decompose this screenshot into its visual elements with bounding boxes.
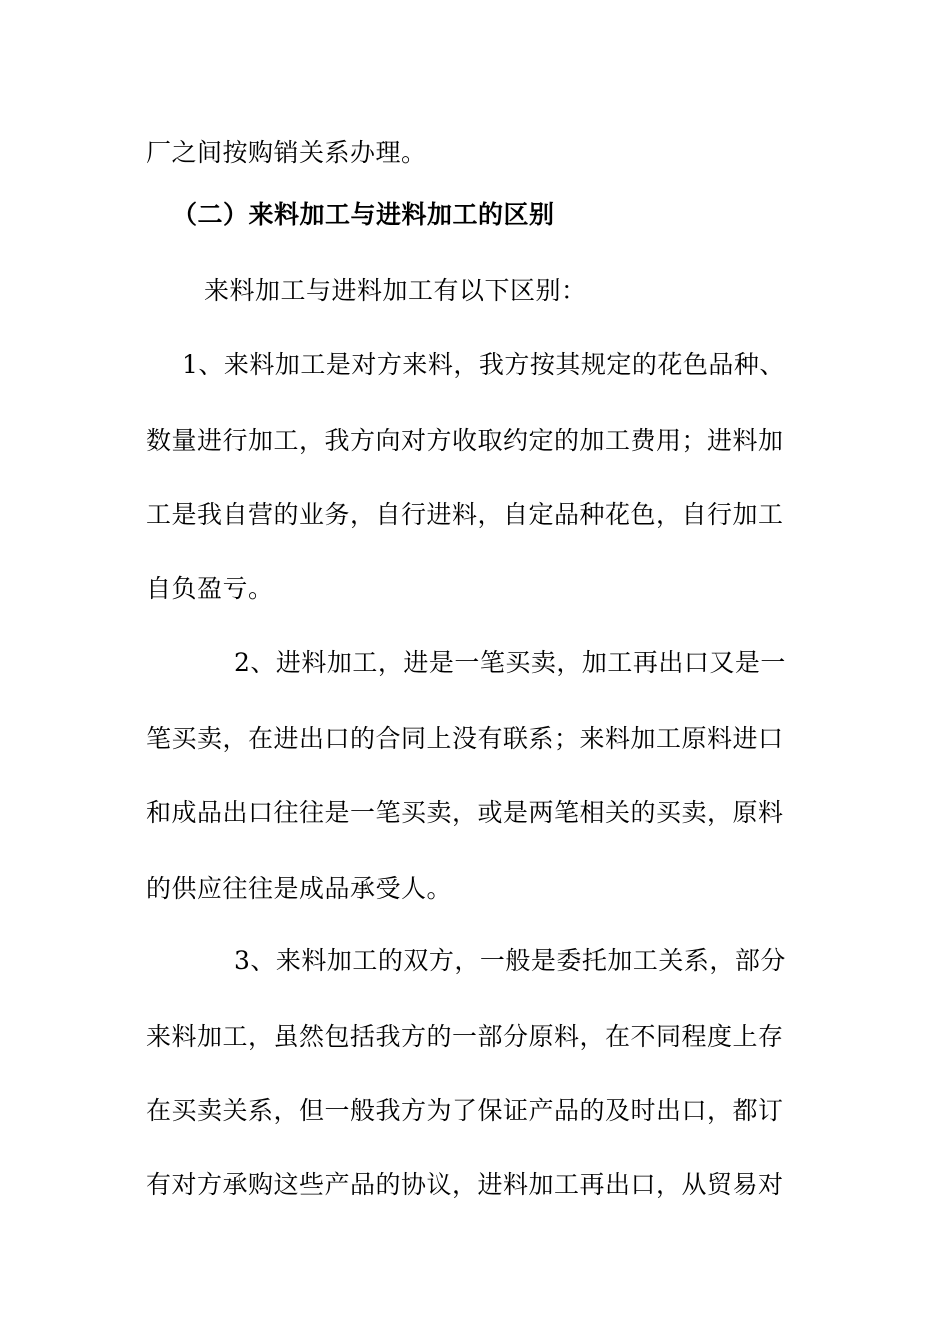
paragraph-line: 来料加工与进料加工有以下区别： [204,276,587,305]
paragraph-line: 笔买卖，在进出口的合同上没有联系；来料加工原料进口 [146,724,784,753]
list-item-2-line: 2、进料加工，进是一笔买卖，加工再出口又是一 [234,648,786,677]
paragraph-line: 在买卖关系，但一般我方为了保证产品的及时出口，都订 [146,1096,784,1125]
paragraph-line: 和成品出口往往是一笔买卖，或是两笔相关的买卖，原料 [146,798,784,827]
paragraph-line: 的供应往往是成品承受人。 [146,874,453,903]
section-heading: （二）来料加工与进料加工的区别 [172,200,555,229]
list-item-3-line: 3、来料加工的双方，一般是委托加工关系，部分 [234,946,786,975]
paragraph-line: 自负盈亏。 [146,574,274,603]
list-item-1-line: 1、来料加工是对方来料，我方按其规定的花色品种、 [182,350,785,379]
paragraph-line: 有对方承购这些产品的协议，进料加工再出口，从贸易对 [146,1170,784,1199]
paragraph-line: 来料加工，虽然包括我方的一部分原料，在不同程度上存 [146,1022,784,1051]
paragraph-line: 厂之间按购销关系办理。 [146,138,427,167]
paragraph-line: 工是我自营的业务，自行进料，自定品种花色，自行加工 [146,500,784,529]
paragraph-line: 数量进行加工，我方向对方收取约定的加工费用；进料加 [146,426,784,455]
